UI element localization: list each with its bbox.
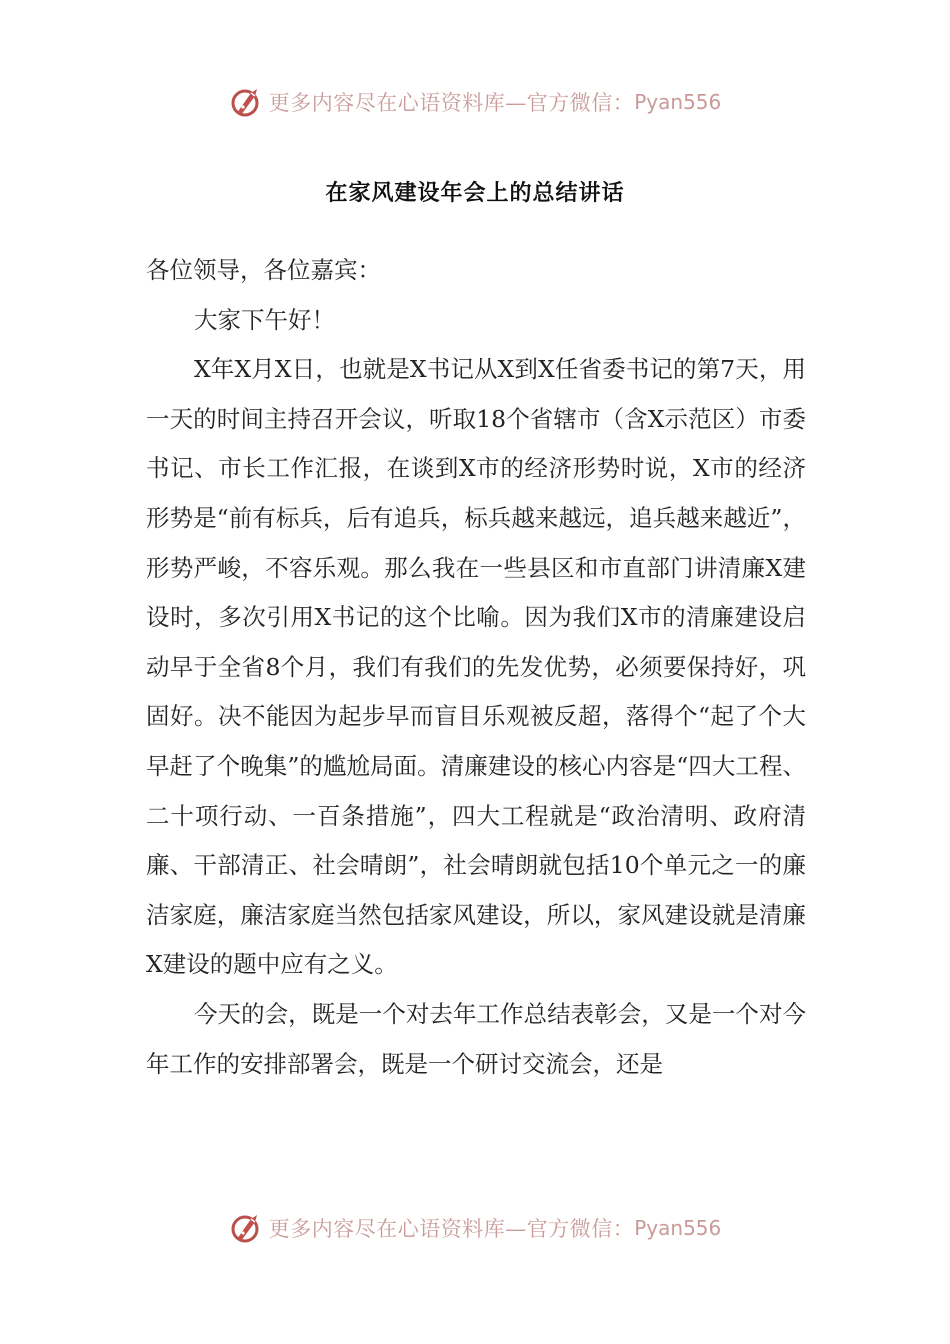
paragraph-greeting: 大家下午好！ bbox=[194, 305, 335, 334]
document-title: 在家风建设年会上的总结讲话 bbox=[325, 181, 625, 206]
paragraph-2: 今天的会，既是一个对去年工作总结表彰会，又是一个对今年工作的安排部署会，既是一个研讨交流会，还是 bbox=[146, 999, 806, 1078]
paragraph-1: X年X月X日，也就是X书记从X到X任省委书记的第7天，用一天的时间主持召开会议，听取18个省辖市（含X示范区）市委书记、市长工作汇报，在谈到X市的经济形势时说，X市的经济形势是“前有标兵，后有追兵，标兵越来越远，追兵越来越近”，形势严峻，不容乐观。那么我在一些县区和市直部门讲清廉X建设时，多次引用X书记的这个比喻。因为我们X市的清廉建设启动早于全省8个月，我们有我们的先发优势，必须要保持好，巩固好。决不能因为起步早而盲目乐观被反超，落得个“起了个大早赶了个晚集”的尴尬局面。清廉建设的核心内容是“四大工程、二十项行动、一百条措施”，四大工程就是“政治清明、政府清廉、干部清正、社会晴朗”，社会晴朗就包括10个单元之一的廉洁家庭，廉洁家庭当然包括家风建设，所以，家风建设就是清廉X建设的题中应有之义。 bbox=[146, 355, 806, 979]
footer-banner-text: 更多内容尽在心语资料库—官方微信： bbox=[268, 1217, 635, 1241]
footer-wechat-id: Pyan556 bbox=[634, 1216, 722, 1240]
header-banner bbox=[0, 82, 950, 122]
salutation: 各位领导，各位嘉宾： bbox=[146, 256, 381, 284]
pen-nib-circle-icon bbox=[229, 85, 263, 119]
footer-banner bbox=[0, 1208, 950, 1248]
document-body bbox=[146, 246, 806, 1089]
header-wechat-id: Pyan556 bbox=[634, 90, 722, 114]
pen-nib-circle-icon bbox=[229, 1211, 263, 1245]
header-banner-text: 更多内容尽在心语资料库—官方微信： bbox=[268, 91, 635, 115]
